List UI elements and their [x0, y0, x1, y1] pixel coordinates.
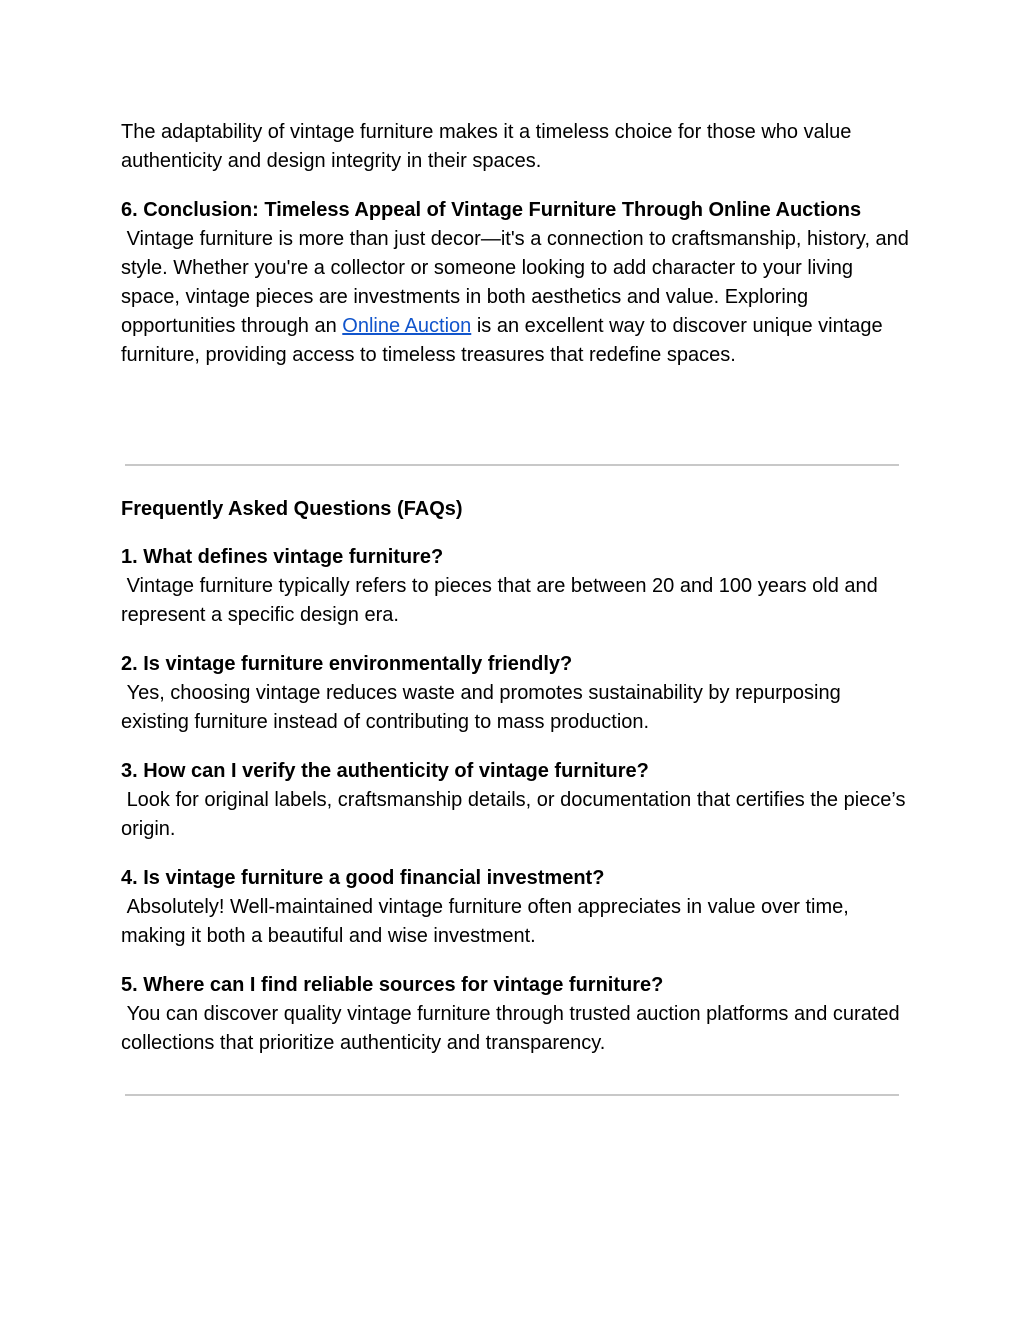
- faq-item: [121, 757, 911, 844]
- faq-answer: You can discover quality vintage furniture through trusted auction platforms and curated collections that prioritize authenticity and transparency.: [121, 1003, 906, 1054]
- conclusion-title: 6. Conclusion: Timeless Appeal of Vintage Furniture Through Online Auctions: [121, 199, 862, 221]
- faq-heading: Frequently Asked Questions (FAQs): [121, 498, 463, 520]
- faq-question: 1. What defines vintage furniture?: [121, 546, 444, 568]
- faq-item: [121, 971, 911, 1058]
- faq-answer: Yes, choosing vintage reduces waste and promotes sustainability by repurposing existing furniture instead of contributing to mass production.: [121, 682, 847, 733]
- faq-item: [121, 864, 911, 951]
- online-auction-link[interactable]: Online Auction: [342, 315, 472, 337]
- divider: [125, 464, 899, 466]
- faq-question: 2. Is vintage furniture environmentally friendly?: [121, 653, 573, 675]
- faq-list: [121, 543, 911, 1078]
- conclusion-text-after-link: is an excellent way to discover unique vintage furniture, providing access to timeless treasures that redefine spaces.: [121, 315, 889, 366]
- faq-answer: Look for original labels, craftsmanship details, or documentation that certifies the piece’s origin.: [121, 789, 912, 840]
- faq-item: [121, 543, 911, 630]
- faq-question: 3. How can I verify the authenticity of vintage furniture?: [121, 760, 649, 782]
- faq-item: [121, 650, 911, 737]
- conclusion-section: [121, 196, 915, 370]
- conclusion-paragraph: [121, 225, 915, 370]
- faq-answer: Vintage furniture typically refers to pieces that are between 20 and 100 years old and represent a specific design era.: [121, 575, 884, 626]
- document-body: [121, 118, 915, 370]
- conclusion-text-before-link: Vintage furniture is more than just decor—it's a connection to craftsmanship, history, and style. Whether you're a collector or someone looking to add character to your living space, vintage pieces are investments in both aesthetics and value. Exploring opportunities through an: [121, 228, 915, 337]
- intro-paragraph: The adaptability of vintage furniture makes it a timeless choice for those who value authenticity and design integrity in their spaces.: [121, 121, 852, 172]
- divider: [125, 1094, 899, 1096]
- faq-answer: Absolutely! Well-maintained vintage furniture often appreciates in value over time, making it both a beautiful and wise investment.: [121, 896, 855, 947]
- faq-question: 5. Where can I find reliable sources for vintage furniture?: [121, 974, 664, 996]
- faq-question: 4. Is vintage furniture a good financial investment?: [121, 867, 605, 889]
